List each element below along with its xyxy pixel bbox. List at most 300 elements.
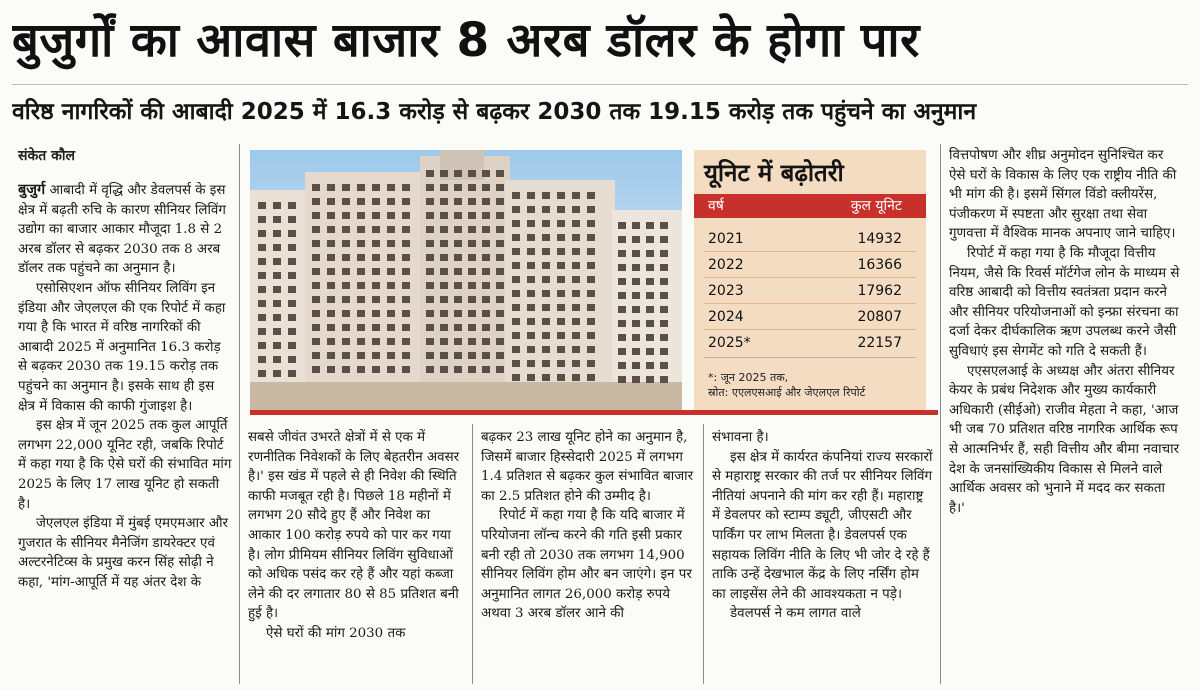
window	[632, 236, 640, 243]
window	[587, 318, 595, 325]
window	[454, 310, 462, 317]
window	[542, 318, 550, 325]
row-units: 20807	[857, 309, 902, 325]
window	[288, 216, 296, 223]
window	[527, 192, 535, 199]
row-year: 2022	[708, 257, 744, 273]
article-column-1	[18, 180, 232, 688]
row-divider	[704, 329, 916, 330]
window	[572, 374, 580, 381]
window	[426, 282, 434, 289]
window	[512, 220, 520, 227]
window	[496, 366, 504, 373]
window	[258, 286, 266, 293]
window	[468, 198, 476, 205]
table-row	[694, 306, 926, 328]
window	[372, 282, 380, 289]
window	[646, 306, 654, 313]
row-year: 2021	[708, 231, 744, 247]
window	[258, 342, 266, 349]
window	[327, 310, 335, 317]
window	[327, 268, 335, 275]
window	[440, 226, 448, 233]
window	[587, 220, 595, 227]
window	[312, 338, 320, 345]
window	[342, 366, 350, 373]
window	[512, 248, 520, 255]
column-divider	[472, 424, 473, 684]
window	[572, 192, 580, 199]
window	[372, 296, 380, 303]
window	[273, 286, 281, 293]
article-paragraph: रिपोर्ट में कहा गया है कि मौजूदा वित्तीय नियम, जैसे कि रिवर्स मॉर्टगेज लोन के माध्यम से वरिष्ठ आबादी को वित्तीय स्वतंत्रता प्रदान करने और सीनियर परियोजनाओं को इन्फ्रा संरचना का दर्जा देकर दीर्घकालिक ऋण उपलब्ध करने जैसी सुविधाएं इस सेगमेंट को गति दे सकती हैं।	[949, 245, 1180, 359]
window	[468, 352, 476, 359]
window	[440, 212, 448, 219]
window	[468, 212, 476, 219]
window	[387, 226, 395, 233]
window	[542, 262, 550, 269]
window	[468, 296, 476, 303]
window	[342, 338, 350, 345]
window	[440, 268, 448, 275]
window	[342, 240, 350, 247]
window	[482, 268, 490, 275]
window	[440, 324, 448, 331]
window	[512, 276, 520, 283]
window	[327, 212, 335, 219]
window	[342, 352, 350, 359]
window	[454, 254, 462, 261]
window	[372, 310, 380, 317]
window	[660, 264, 668, 271]
window	[468, 338, 476, 345]
window	[402, 268, 410, 275]
window	[387, 296, 395, 303]
window	[312, 310, 320, 317]
table-row	[694, 332, 926, 354]
paragraph-text: आबादी में वृद्धि और डेवलपर्स के इस क्षेत्र में बढ़ती रुचि के कारण सीनियर लिविंग उद्योग का बाजार आकार मौजूदा 1.8 से 2 अरब डॉलर से बढ़कर 2030 तक 8 अरब डॉलर तक पहुंचने का अनुमान है।	[18, 183, 226, 277]
window	[288, 272, 296, 279]
window	[587, 206, 595, 213]
window	[440, 184, 448, 191]
window	[496, 282, 504, 289]
window	[426, 254, 434, 261]
window	[288, 370, 296, 377]
window	[542, 220, 550, 227]
window	[572, 262, 580, 269]
window	[512, 346, 520, 353]
window	[312, 366, 320, 373]
window	[660, 376, 668, 383]
window	[660, 348, 668, 355]
window	[312, 240, 320, 247]
window	[440, 352, 448, 359]
window	[454, 324, 462, 331]
accent-bar	[250, 410, 938, 415]
window	[660, 222, 668, 229]
article-column-3	[481, 428, 697, 684]
window	[646, 292, 654, 299]
window	[454, 184, 462, 191]
window	[512, 318, 520, 325]
window	[258, 216, 266, 223]
window	[440, 254, 448, 261]
window	[468, 184, 476, 191]
column-divider	[940, 144, 941, 684]
window	[618, 236, 626, 243]
row-units: 16366	[857, 257, 902, 273]
window	[632, 348, 640, 355]
window	[587, 304, 595, 311]
window	[468, 268, 476, 275]
window	[557, 346, 565, 353]
window	[402, 338, 410, 345]
window	[496, 254, 504, 261]
window	[357, 310, 365, 317]
window	[426, 338, 434, 345]
column-divider	[239, 144, 240, 684]
window	[258, 272, 266, 279]
window	[327, 282, 335, 289]
window	[542, 248, 550, 255]
window	[426, 352, 434, 359]
window	[258, 328, 266, 335]
window	[542, 360, 550, 367]
window	[454, 170, 462, 177]
infobox-col-units: कुल यूनिट	[850, 198, 902, 214]
window	[342, 226, 350, 233]
window	[312, 254, 320, 261]
window	[527, 290, 535, 297]
window	[440, 338, 448, 345]
window	[454, 198, 462, 205]
window	[426, 198, 434, 205]
window	[512, 332, 520, 339]
window	[288, 314, 296, 321]
window	[482, 282, 490, 289]
window	[512, 304, 520, 311]
article-column-5	[949, 146, 1183, 686]
window	[312, 324, 320, 331]
window	[288, 300, 296, 307]
window	[632, 334, 640, 341]
window	[482, 184, 490, 191]
window	[454, 366, 462, 373]
window	[327, 226, 335, 233]
window	[512, 290, 520, 297]
window	[542, 234, 550, 241]
window	[402, 352, 410, 359]
window	[587, 360, 595, 367]
window	[482, 310, 490, 317]
window	[258, 314, 266, 321]
window	[496, 170, 504, 177]
window	[572, 318, 580, 325]
window	[660, 334, 668, 341]
window	[342, 310, 350, 317]
window	[572, 346, 580, 353]
window	[372, 212, 380, 219]
units-infobox	[694, 150, 926, 410]
window	[357, 366, 365, 373]
window	[258, 230, 266, 237]
window	[632, 222, 640, 229]
window	[496, 240, 504, 247]
window	[312, 184, 320, 191]
window	[402, 282, 410, 289]
window	[646, 222, 654, 229]
window	[454, 352, 462, 359]
window	[387, 338, 395, 345]
window	[660, 362, 668, 369]
window	[454, 338, 462, 345]
window	[572, 220, 580, 227]
window	[426, 310, 434, 317]
window	[258, 202, 266, 209]
window	[273, 202, 281, 209]
window	[288, 230, 296, 237]
window	[618, 320, 626, 327]
article-paragraph: संभावना है।	[712, 430, 769, 445]
window	[468, 254, 476, 261]
window	[618, 348, 626, 355]
row-divider	[704, 357, 916, 358]
source-text: स्रोत: एएलएसआई और जेएलएल रिपोर्ट	[708, 386, 866, 399]
window	[660, 250, 668, 257]
window	[372, 198, 380, 205]
window	[273, 328, 281, 335]
subheadline: वरिष्ठ नागरिकों की आबादी 2025 में 16.3 करोड़ से बढ़कर 2030 तक 19.15 करोड़ तक पहुंचने का अनुमान	[12, 99, 977, 125]
window	[496, 226, 504, 233]
window	[357, 240, 365, 247]
window	[273, 300, 281, 307]
window	[482, 240, 490, 247]
window	[572, 276, 580, 283]
window	[572, 360, 580, 367]
window	[357, 338, 365, 345]
window	[288, 328, 296, 335]
window	[512, 262, 520, 269]
window	[646, 362, 654, 369]
window	[660, 292, 668, 299]
window	[512, 374, 520, 381]
window	[402, 226, 410, 233]
infobox-title: यूनिट में बढ़ोतरी	[704, 159, 844, 187]
window	[342, 324, 350, 331]
window	[542, 304, 550, 311]
window	[342, 254, 350, 261]
window	[587, 374, 595, 381]
window	[357, 268, 365, 275]
window	[527, 276, 535, 283]
window	[468, 282, 476, 289]
window	[327, 184, 335, 191]
window	[454, 296, 462, 303]
window	[572, 234, 580, 241]
window	[482, 324, 490, 331]
window	[660, 278, 668, 285]
window	[660, 320, 668, 327]
window	[618, 292, 626, 299]
window	[587, 192, 595, 199]
window	[454, 226, 462, 233]
window	[632, 292, 640, 299]
article-column-2	[248, 428, 466, 684]
window	[273, 370, 281, 377]
window	[440, 366, 448, 373]
window	[273, 230, 281, 237]
window	[426, 226, 434, 233]
window	[372, 352, 380, 359]
window	[372, 240, 380, 247]
window	[572, 290, 580, 297]
window	[496, 310, 504, 317]
window	[312, 352, 320, 359]
window	[426, 212, 434, 219]
window	[440, 296, 448, 303]
window	[482, 254, 490, 261]
window	[468, 324, 476, 331]
window	[496, 352, 504, 359]
window	[496, 198, 504, 205]
window	[288, 356, 296, 363]
window	[557, 290, 565, 297]
window	[327, 324, 335, 331]
window	[454, 212, 462, 219]
article-paragraph: इस क्षेत्र में जून 2025 तक कुल आपूर्ति लगभग 22,000 यूनिट रही, जबकि रिपोर्ट में कहा गया है कि ऐसे घरों की संभावित मांग 2025 के लिए 17 लाख यूनिट हो सकती है।	[18, 418, 232, 512]
window	[542, 290, 550, 297]
photo-building	[305, 172, 425, 412]
infobox-col-year: वर्ष	[708, 198, 724, 214]
window	[542, 332, 550, 339]
window	[618, 222, 626, 229]
row-year: 2024	[708, 309, 744, 325]
window	[527, 262, 535, 269]
window	[440, 310, 448, 317]
window	[327, 198, 335, 205]
window	[387, 212, 395, 219]
window	[426, 324, 434, 331]
window	[660, 236, 668, 243]
window	[482, 212, 490, 219]
row-units: 22157	[857, 335, 902, 351]
window	[496, 338, 504, 345]
window	[312, 212, 320, 219]
table-row	[694, 254, 926, 276]
window	[557, 360, 565, 367]
window	[557, 276, 565, 283]
window	[496, 296, 504, 303]
window	[387, 324, 395, 331]
window	[618, 376, 626, 383]
window	[557, 304, 565, 311]
byline: संकेत कौल	[18, 148, 75, 164]
window	[372, 268, 380, 275]
window	[632, 250, 640, 257]
window	[542, 374, 550, 381]
window	[258, 300, 266, 307]
infobox-footnote	[708, 370, 920, 400]
window	[402, 324, 410, 331]
window	[454, 240, 462, 247]
window	[468, 366, 476, 373]
window	[557, 262, 565, 269]
article-paragraph: सबसे जीवंत उभरते क्षेत्रों में से एक में रणनीतिक निवेशकों के लिए बेहतरीन अवसर है।' इस खंड में पहले से ही निवेश की स्थिति काफी मजबूत रही है। पिछले 18 महीनों में लगभग 20 सौदे हुए हैं और निवेश का आकार 100 करोड़ रुपये को पार कर गया है। लोग प्रीमियम सीनियर लिविंग सुविधाओं को अधिक पसंद कर रहे हैं और यहां कब्जा लेने की दर लगातार 80 से 85 प्रतिशत बनी हुई है।	[248, 430, 460, 622]
window	[372, 366, 380, 373]
window	[273, 314, 281, 321]
window	[527, 234, 535, 241]
window	[646, 376, 654, 383]
window	[468, 240, 476, 247]
article-paragraph: डेवलपर्स ने कम लागत वाले	[730, 606, 861, 622]
window	[273, 258, 281, 265]
window	[258, 258, 266, 265]
window	[557, 374, 565, 381]
window	[527, 220, 535, 227]
window	[357, 212, 365, 219]
window	[618, 306, 626, 313]
window	[357, 324, 365, 331]
article-paragraph: एसोसिएशन ऑफ सीनियर लिविंग इन इंडिया और जेएलएल की एक रिपोर्ट में कहा गया है कि भारत में वरिष्ठ नागरिकों की आबादी 2025 में अनुमानित 16.3 करोड़ से बढ़कर 2030 तक 19.15 करोड़ तक पहुंचने का अनुमान है। इसके साथ ही इस क्षेत्र में विकास की काफी गुंजाइश है।	[18, 280, 226, 414]
window	[646, 320, 654, 327]
window	[632, 278, 640, 285]
lead-word: बुजुर्ग	[18, 181, 46, 198]
window	[557, 332, 565, 339]
window	[357, 254, 365, 261]
article-paragraph: इस क्षेत्र में कार्यरत कंपनियां राज्य सरकारों से महाराष्ट्र सरकार की तर्ज पर सीनियर लिविंग नीतियां अपनाने की मांग कर रही हैं। महाराष्ट्र में डेवलपर को स्टाम्प ड्यूटी, जीएसटी और पार्किंग पर लाभ मिलता है। डेवलपर्स एक सहायक लिविंग नीति के लिए भी जोर दे रहे हैं ताकि उन्हें देखभाल केंद्र के लिए नर्सिंग होम का लाइसेंस लेने की आवश्यकता न पड़े।	[712, 449, 933, 602]
window	[288, 286, 296, 293]
window	[482, 338, 490, 345]
window	[454, 282, 462, 289]
window	[632, 320, 640, 327]
window	[632, 306, 640, 313]
window	[587, 262, 595, 269]
window	[496, 268, 504, 275]
window	[357, 184, 365, 191]
window	[557, 192, 565, 199]
window	[468, 170, 476, 177]
window	[357, 282, 365, 289]
row-divider	[704, 277, 916, 278]
article-paragraph: रिपोर्ट में कहा गया है कि यदि बाजार में परियोजना लॉन्च करने की गति इसी प्रकार बनी रही तो 2030 तक लगभग 14,900 सीनियर लिविंग होम और बन जाएंगे। इन पर अनुमानित लागत 26,000 करोड़ रुपये अथवा 3 अरब डॉलर आने की	[481, 508, 692, 622]
window	[468, 226, 476, 233]
window	[288, 244, 296, 251]
window	[618, 278, 626, 285]
window	[258, 356, 266, 363]
building-photo	[250, 150, 682, 412]
window	[482, 198, 490, 205]
window	[512, 206, 520, 213]
window	[646, 278, 654, 285]
article-paragraph: वित्तपोषण और शीघ्र अनुमोदन सुनिश्चित कर ऐसे घरों के विकास के लिए एक राष्ट्रीय नीति की भी मांग की है। इसमें सिंगल विंडो क्लीयरेंस, पंजीकरण में स्पष्टता और सुरक्षा तथा सेवा गुणवत्ता में वैश्विक मानक अपनाए जाने चाहिए।	[949, 148, 1177, 242]
window	[496, 324, 504, 331]
headline-rule	[12, 84, 1188, 85]
window	[527, 318, 535, 325]
row-divider	[704, 251, 916, 252]
window	[402, 254, 410, 261]
window	[402, 184, 410, 191]
window	[646, 236, 654, 243]
window	[557, 248, 565, 255]
window	[357, 352, 365, 359]
window	[527, 304, 535, 311]
window	[468, 310, 476, 317]
window	[357, 226, 365, 233]
row-units: 14932	[857, 231, 902, 247]
column-divider	[703, 424, 704, 684]
window	[587, 290, 595, 297]
window	[587, 234, 595, 241]
